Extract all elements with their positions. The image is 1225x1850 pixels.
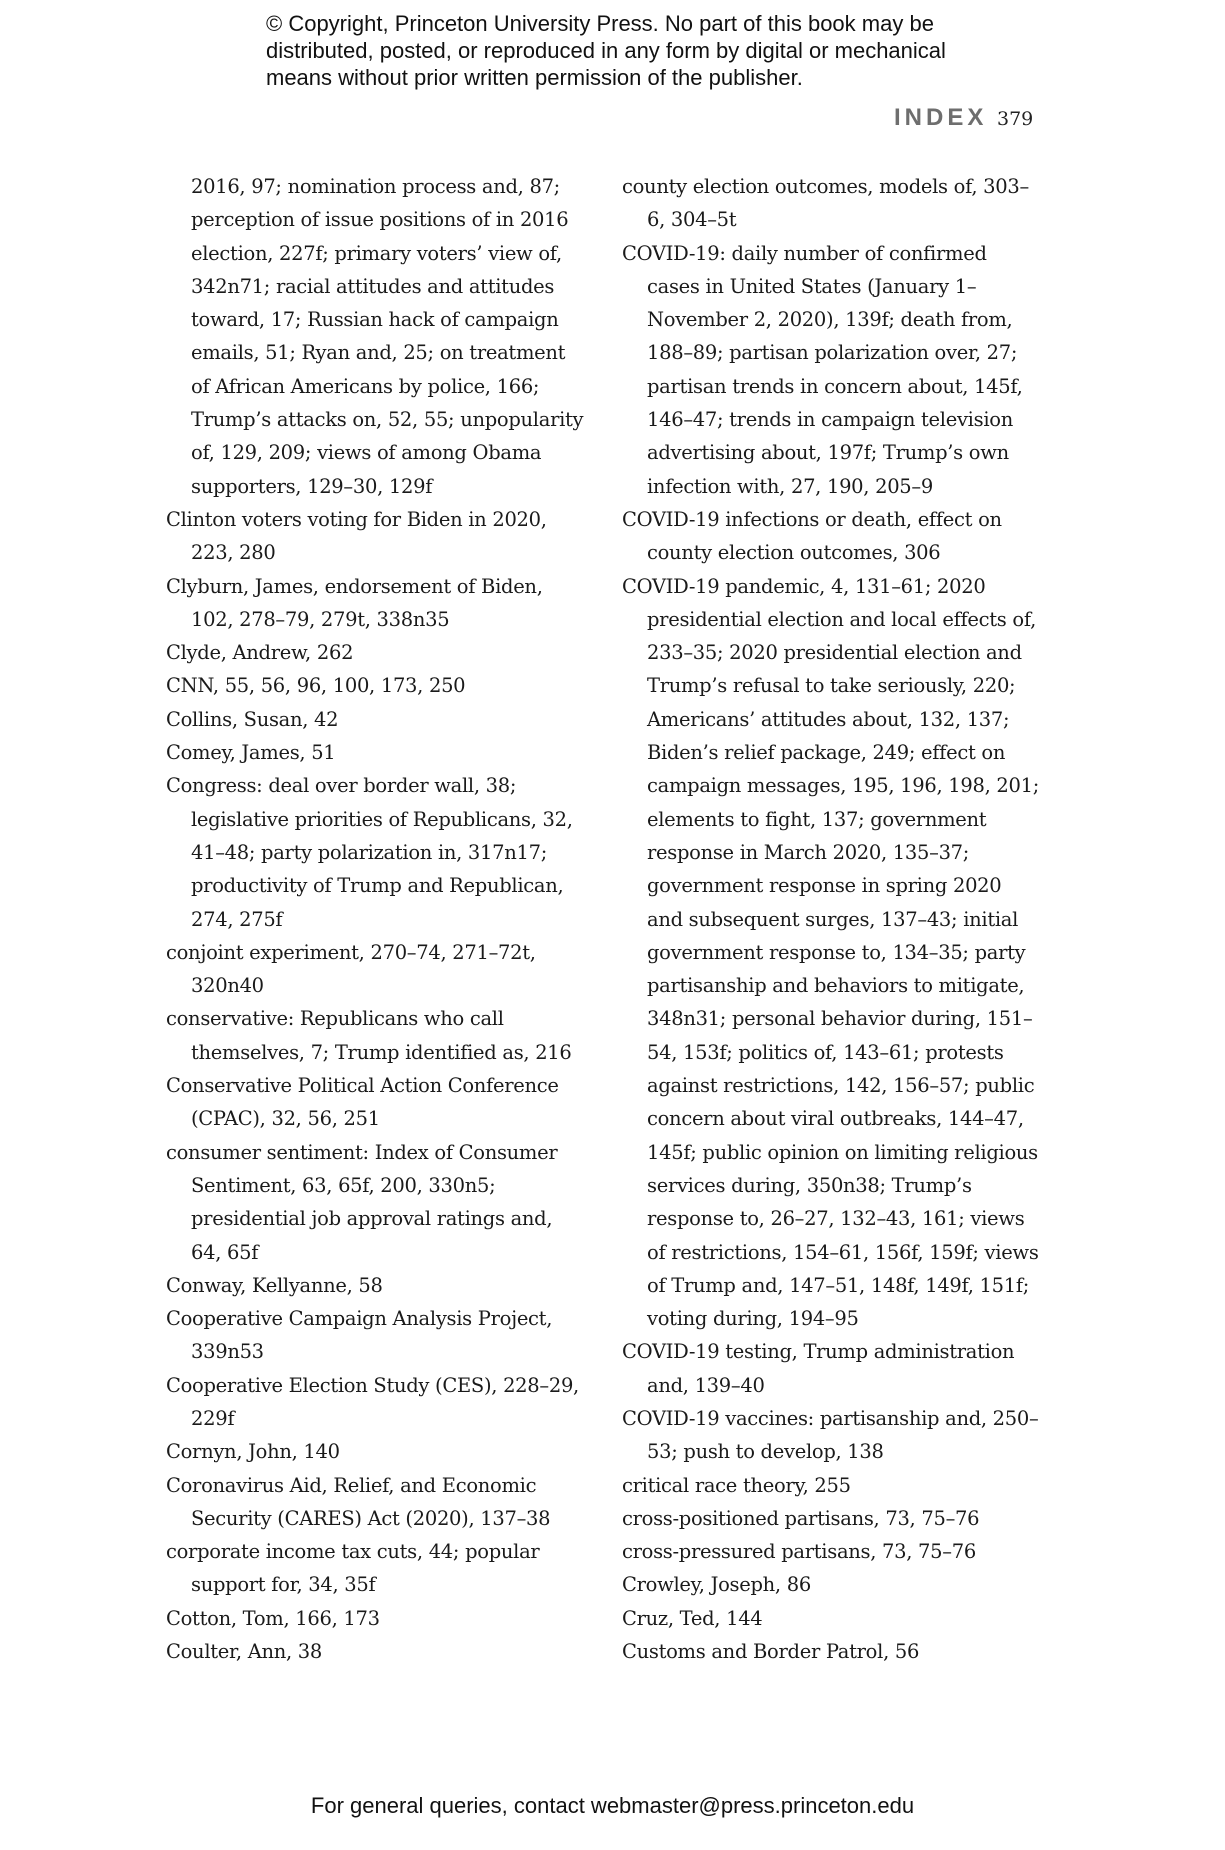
footer-contact: For general queries, contact webmaster@press.princeton.edu [310,1793,915,1818]
index-entry: corporate income tax cuts, 44; popular support for, 34, 35f [166,1540,540,1597]
index-entry: Customs and Border Patrol, 56 [622,1640,920,1664]
index-entry: Collins, Susan, 42 [166,707,339,731]
index-entry: consumer sentiment: Index of Consumer Sentiment, 63, 65f, 200, 330n5; presidential job approval ratings and, 64, 65f [166,1140,558,1264]
index-entry: Conservative Political Action Conference (CPAC), 32, 56, 251 [166,1074,559,1131]
index-entry: Coulter, Ann, 38 [166,1640,323,1664]
copyright-line: © Copyright, Princeton University Press. No part of this book may be [266,11,934,36]
index-entry: conservative: Republicans who call themselves, 7; Trump identified as, 216 [166,1007,572,1064]
index-entry: Crowley, Joseph, 86 [622,1573,811,1597]
index-entry: Cotton, Tom, 166, 173 [166,1606,380,1630]
index-entry: COVID-19 pandemic, 4, 131–61; 2020 presidential election and local effects of, 233–35; 2020 presidential election and Trump’s refusal to take seriously, 220; Americans’ attitudes about, 132, 137; Biden’s relief package, 249; effect on campaign messages, 195, 196, 198, 201; elements to fight, 137; government response in March 2020, 135–37; government response in spring 2020 and subsequent surges, 137–43; initial government response to, 134–35; party partisanship and behaviors to mitigate, 348n31; personal behavior during, 151–54, 153f; politics of, 143–61; protests against restrictions, 142, 156–57; public concern about viral outbreaks, 144–47, 145f; public opinion on limiting religious services during, 350n38; Trump’s response to, 26–27, 132–43, 161; views of restrictions, 154–61, 156f, 159f; views of Trump and, 147–51, 148f, 149f, 151f; voting during, 194–95 [622,574,1039,1331]
index-entry: Cornyn, John, 140 [166,1440,340,1464]
index-entry: Cruz, Ted, 144 [622,1606,763,1630]
index-entry: Congress: deal over border wall, 38; legislative priorities of Republicans, 32, 41–48; party polarization in, 317n17; productivity of Trump and Republican, 274, 275f [166,774,573,931]
index-entry: Clyburn, James, endorsement of Biden, 102, 278–79, 279t, 338n35 [166,574,543,631]
index-entry: Cooperative Campaign Analysis Project, 339n53 [166,1307,553,1364]
index-entry: Clinton voters voting for Biden in 2020, 223, 280 [166,507,547,565]
copyright-line: distributed, posted, or reproduced in any form by digital or mechanical [266,38,946,63]
index-entry-continuation: 2016, 97; nomination process and, 87; perception of issue positions of in 2016 election, 227f; primary voters’ view of, 342n71; racial attitudes and attitudes toward, 17; Russian hack of campaign emails, 51; Ryan and, 25; on treatment of African Americans by police, 166; Trump’s attacks on, 52, 55; unpopularity of, 129, 209; views of among Obama supporters, 129–30, 129f [191,175,584,498]
index-entry: Conway, Kellyanne, 58 [166,1273,383,1297]
index-entry: COVID-19 testing, Trump administration and, 139–40 [622,1340,1015,1397]
index-entry: Cooperative Election Study (CES), 228–29, 229f [166,1373,579,1430]
index-entry: Comey, James, 51 [166,741,336,765]
copyright-line: means without prior written permission of the publisher. [266,65,803,90]
index-entry: cross-positioned partisans, 73, 75–76 [622,1506,980,1530]
index-entry: CNN, 55, 56, 96, 100, 173, 250 [166,674,466,698]
index-entry: critical race theory, 255 [622,1473,851,1497]
copyright-notice [266,10,1006,91]
index-entry: Clyde, Andrew, 262 [166,641,354,665]
index-column-left [166,170,586,1668]
index-entry: COVID-19 vaccines: partisanship and, 250–53; push to develop, 138 [622,1406,1039,1464]
index-entry: Coronavirus Aid, Relief, and Economic Security (CARES) Act (2020), 137–38 [166,1473,551,1530]
section-label: INDEX [894,104,988,131]
index-entry: COVID-19 infections or death, effect on county election outcomes, 306 [622,507,1002,565]
index-entry: county election outcomes, models of, 303–6, 304–5t [622,175,1029,232]
index-entry: COVID-19: daily number of confirmed cases in United States (January 1–November 2, 2020), 139f; death from, 188–89; partisan polarization over, 27; partisan trends in concern about, 145f, 146–47; trends in campaign television advertising about, 197f; Trump’s own infection with, 27, 190, 205–9 [622,241,1023,498]
page-number: 379 [997,108,1034,130]
index-entry: cross-pressured partisans, 73, 75–76 [622,1540,976,1564]
index-entry: conjoint experiment, 270–74, 271–72t, 320n40 [166,940,536,998]
running-head [880,104,1034,138]
index-column-right [622,170,1042,1668]
